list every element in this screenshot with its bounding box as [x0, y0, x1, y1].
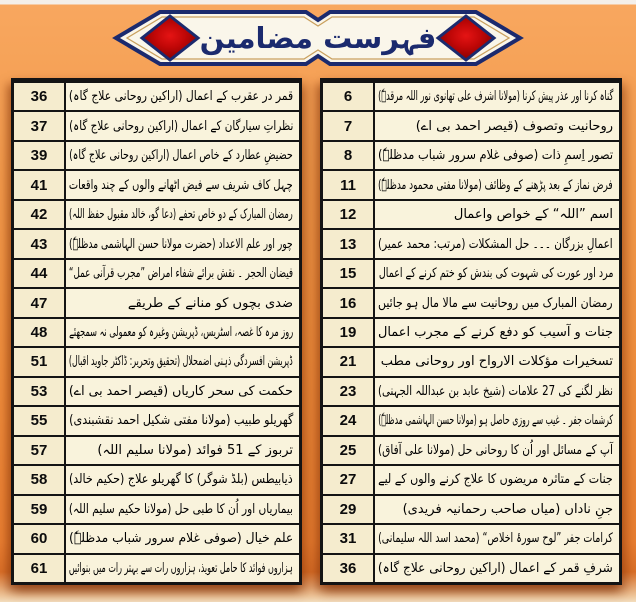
- toc-row: [14, 494, 299, 523]
- entry-title: نظراتِ سیارگان کے اعمال (اراکین روحانی علاج گاہ): [68, 118, 293, 134]
- page-number-cell: 36: [323, 555, 375, 582]
- toc-column-right: [320, 78, 622, 585]
- page-number-cell: 43: [14, 230, 66, 257]
- toc-row: [323, 169, 619, 198]
- entry-title-cell: [375, 83, 619, 110]
- entry-title-cell: [66, 260, 299, 287]
- page-number-cell: 16: [323, 289, 375, 316]
- entry-title-cell: [375, 260, 619, 287]
- entry-title-cell: [375, 555, 619, 582]
- entry-title-cell: [66, 201, 299, 228]
- page-number-cell: 59: [14, 496, 66, 523]
- toc-row: [14, 376, 299, 405]
- page-number-cell: 55: [14, 407, 66, 434]
- toc-row: [14, 405, 299, 434]
- entry-title-cell: [375, 378, 619, 405]
- entry-title-cell: [375, 466, 619, 493]
- entry-title-cell: [375, 496, 619, 523]
- toc-row: [14, 346, 299, 375]
- toc-row: [323, 494, 619, 523]
- page-number-cell: 13: [323, 230, 375, 257]
- entry-title: روز مرہ کا غصہ، اسٹریس، ڈپریشن وغیرہ کو معمولی نہ سمجھئے: [68, 324, 293, 340]
- page-number-cell: 15: [323, 260, 375, 287]
- toc-row: [14, 287, 299, 316]
- entry-title: اعمالِ بزرگان ۔۔۔ حل المشکلات (مرتب: محمد عمیر): [378, 236, 613, 252]
- entry-title: آپ کے مسائل اور اُن کا روحانی حل (مولانا علی آفاق): [378, 442, 613, 458]
- toc-row: [14, 258, 299, 287]
- toc-row: [14, 553, 299, 582]
- toc-row: [323, 523, 619, 552]
- page-number-cell: 6: [323, 83, 375, 110]
- entry-title: ضدی بچوں کو منانے کے طریقے: [127, 295, 293, 311]
- page-number-cell: 7: [323, 112, 375, 139]
- toc-row: [14, 435, 299, 464]
- toc-row: [323, 228, 619, 257]
- entry-title-cell: [375, 407, 619, 434]
- entry-title: گناہ کرنا اور عذر پیش کرنا (مولانا اشرف علی تھانوی نور اللہ مرقدہٗ): [377, 89, 613, 105]
- entry-title: قمر در عقرب کے اعمال (اراکین روحانی علاج گاہ): [68, 89, 293, 105]
- toc-row: [14, 464, 299, 493]
- page-number-cell: 23: [323, 378, 375, 405]
- entry-title-cell: [375, 437, 619, 464]
- entry-title-cell: [66, 466, 299, 493]
- entry-title: بیماریاں اور اُن کا طبی حل (مولانا حکیم سلیم اللہ): [68, 501, 293, 517]
- page-number-cell: 8: [323, 142, 375, 169]
- entry-title: شرفِ قمر کے اعمال (اراکین روحانی علاج گاہ): [378, 560, 613, 576]
- page-title: فہرست مضامین: [199, 21, 437, 55]
- toc-row: [323, 258, 619, 287]
- entry-title: حکمت کی سحر کاریاں (قیصر احمد بی اے): [69, 383, 293, 399]
- entry-title: تربوز کے 51 فوائد (مولانا سلیم اللہ): [97, 442, 293, 458]
- entry-title-cell: [66, 555, 299, 582]
- entry-title-cell: [66, 496, 299, 523]
- page-number-cell: 36: [14, 83, 66, 110]
- entry-title: علم خیال (صوفی غلام سرور شباب مدظلہٗ): [68, 531, 293, 547]
- page-number-cell: 42: [14, 201, 66, 228]
- entry-title: نظر لگنے کی 27 علامات (شیخ عابد بن عبداللہ الجہنی): [378, 383, 613, 399]
- entry-title: مرد اور عورت کی شہوت کی بندش کو ختم کرنے کے اعمال: [378, 266, 613, 282]
- entry-title: جنات و آسیب کو دفع کرنے کے مجرب اعمال: [377, 324, 613, 340]
- entry-title-cell: [375, 348, 619, 375]
- entry-title-cell: [375, 112, 619, 139]
- toc-row: [323, 81, 619, 110]
- toc-row: [323, 405, 619, 434]
- page-number-cell: 25: [323, 437, 375, 464]
- entry-title: ڈپریشن افسردگی ذہنی اضمحلال (تحقیق وتحریر: ڈاکٹر جاوید اقبال): [69, 354, 293, 370]
- toc-row: [14, 317, 299, 346]
- entry-title-cell: [66, 437, 299, 464]
- toc-row: [323, 287, 619, 316]
- page-number-cell: 39: [14, 142, 66, 169]
- entry-title: رمضان المبارک میں روحانیت سے مالا مال ہو جائیں: [378, 295, 613, 311]
- page-number-cell: 27: [323, 466, 375, 493]
- entry-title: جنات کے متاثرہ مریضوں کا علاج کرنے والوں کے لیے: [378, 472, 613, 488]
- entry-title: چور اور علم الاعداد (حضرت مولانا حسن الہاشمی مدظلہٗ): [69, 236, 293, 252]
- page-number-cell: 31: [323, 525, 375, 552]
- entry-title: چہل کاف شریف سے فیض اٹھانے والوں کے چند واقعات: [69, 177, 293, 193]
- toc-column-left: [11, 78, 302, 585]
- page-number-cell: 29: [323, 496, 375, 523]
- entry-title: کرشمات جفر ۔ غیب سے روزی حاصل ہو (مولانا حسن الہاشمی مدظلہٗ): [378, 413, 613, 429]
- toc-row: [14, 110, 299, 139]
- entry-title: اسم ”اللہ“ کے خواص واعمال: [453, 207, 613, 223]
- entry-title-cell: [66, 83, 299, 110]
- toc-row: [323, 317, 619, 346]
- entry-title-cell: [375, 171, 619, 198]
- page-number-cell: 60: [14, 525, 66, 552]
- toc-row: [14, 169, 299, 198]
- entry-title-cell: [66, 112, 299, 139]
- entry-title-cell: [375, 319, 619, 346]
- entry-title: رمضان المبارک کے دو خاص تحفے (دعا گو، خالد مقبول حفظ اللہ): [69, 207, 293, 223]
- entry-title-cell: [66, 171, 299, 198]
- toc-row: [14, 228, 299, 257]
- page-number-cell: 24: [323, 407, 375, 434]
- page-number-cell: 48: [14, 319, 66, 346]
- toc-row: [323, 110, 619, 139]
- toc-row: [323, 346, 619, 375]
- entry-title: تصور اِسمِ ذات (صوفی غلام سرور شباب مدظلہٗ): [377, 148, 613, 164]
- entry-title: جنِ ناداں (میاں صاحب رحمانیہ فریدی): [402, 501, 613, 517]
- entry-title: فیضان الحجر ۔ نقش برائے شفاء امراض ”مجرب قرآنی عمل“: [68, 266, 293, 282]
- entry-title-cell: [375, 289, 619, 316]
- page-number-cell: 19: [323, 319, 375, 346]
- page-number-cell: 41: [14, 171, 66, 198]
- entry-title-cell: [66, 407, 299, 434]
- toc-row: [323, 435, 619, 464]
- toc-row: [323, 464, 619, 493]
- entry-title: ہزاروں فوائد کا حامل تعویذ، ہزاروں رات سے بہتر رات میں بنوائیں: [68, 560, 293, 576]
- entry-title-cell: [66, 142, 299, 169]
- page-number-cell: 12: [323, 201, 375, 228]
- page-number-cell: 21: [323, 348, 375, 375]
- entry-title-cell: [66, 525, 299, 552]
- entry-title: تسخیرات مؤکلات الارواح اور روحانی مطب: [380, 354, 613, 370]
- page-number-cell: 47: [14, 289, 66, 316]
- page-number-cell: 11: [323, 171, 375, 198]
- entry-title-cell: [66, 319, 299, 346]
- toc-row: [14, 523, 299, 552]
- page-number-cell: 53: [14, 378, 66, 405]
- toc-row: [14, 81, 299, 110]
- page-number-cell: 51: [14, 348, 66, 375]
- toc-row: [14, 140, 299, 169]
- entry-title: ذیابیطس (بلڈ شوگر) کا گھریلو علاج (حکیم خالد): [69, 472, 293, 488]
- page-number-cell: 44: [14, 260, 66, 287]
- entry-title-cell: [375, 230, 619, 257]
- toc-row: [14, 199, 299, 228]
- title-banner-graphic: [110, 6, 526, 70]
- entry-title-cell: [66, 378, 299, 405]
- toc-row: [323, 553, 619, 582]
- page-number-cell: 37: [14, 112, 66, 139]
- entry-title-cell: [375, 525, 619, 552]
- entry-title: روحانیت وتصوف (قیصر احمد بی اے): [415, 118, 613, 134]
- entry-title-cell: [66, 289, 299, 316]
- entry-title: کرامات جفر ”لوح سورۂ اخلاص“ (محمد اسد اللہ سلیمانی): [378, 531, 613, 547]
- entry-title: گھریلو طبیب (مولانا مفتی شکیل احمد نقشبندی): [68, 413, 293, 429]
- toc-row: [323, 140, 619, 169]
- page-number-cell: 61: [14, 555, 66, 582]
- entry-title-cell: [66, 348, 299, 375]
- entry-title-cell: [66, 230, 299, 257]
- entry-title: فرض نماز کے بعد پڑھنے کے وظائف (مولانا مفتی محمود مدظلہٗ): [378, 177, 613, 193]
- toc-row: [323, 376, 619, 405]
- page-number-cell: 57: [14, 437, 66, 464]
- toc-row: [323, 199, 619, 228]
- entry-title-cell: [375, 142, 619, 169]
- page-number-cell: 58: [14, 466, 66, 493]
- entry-title: حضیضِ عطارد کے خاص اعمال (اراکین روحانی علاج گاہ): [69, 148, 293, 164]
- entry-title-cell: [375, 201, 619, 228]
- title-banner: [110, 6, 526, 70]
